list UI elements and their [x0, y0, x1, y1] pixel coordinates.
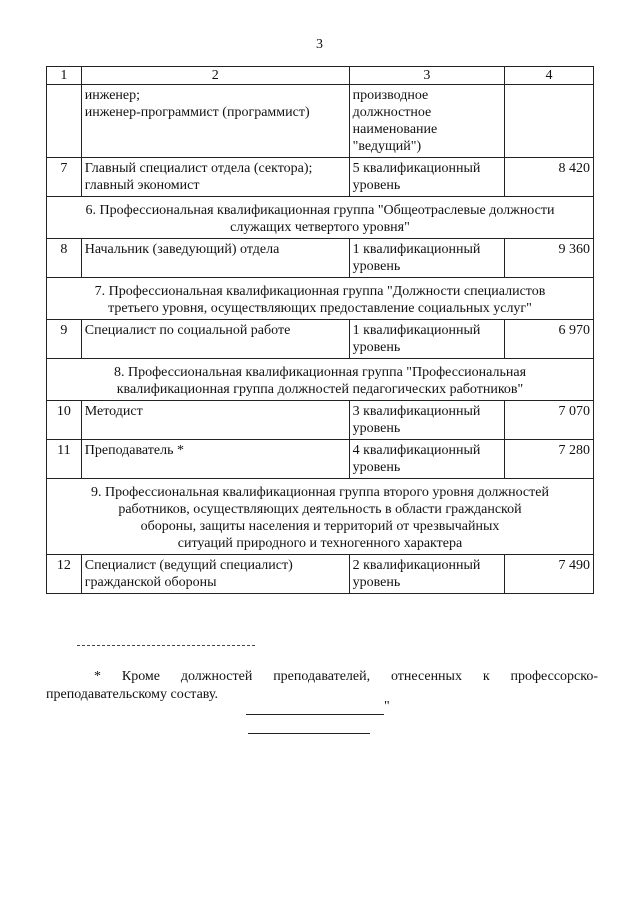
- table-row-11: [47, 440, 594, 479]
- amount-cell: 7 070: [505, 401, 594, 440]
- group-9-heading-row: [47, 479, 594, 555]
- level-text: 3 квалификационный уровень: [352, 404, 481, 436]
- row-number: 11: [47, 440, 82, 479]
- amount-cell: 9 360: [505, 239, 594, 278]
- position-text: инженер; инженер-программист (программист): [84, 88, 310, 120]
- footnote-separator: [77, 645, 255, 646]
- table-row-continued: [47, 85, 594, 158]
- table-row-10: [47, 401, 594, 440]
- group-heading: [47, 278, 594, 320]
- position-text: Специалист по социальной работе: [84, 323, 291, 338]
- level-text: производное должностное наименование "ведущий"): [352, 88, 438, 154]
- position-cell: [81, 239, 349, 278]
- position-text: Преподаватель *: [84, 443, 184, 458]
- level-cell: [349, 555, 504, 594]
- closing-line: [246, 714, 384, 715]
- page-number: 3: [316, 37, 323, 52]
- position-cell: [81, 320, 349, 359]
- position-text: Методист: [84, 404, 143, 419]
- group-heading-text: 8. Профессиональная квалификационная группа "Профессиональная квалификационная группа должностей педагогических работников": [113, 365, 527, 397]
- amount-cell: 8 420: [505, 158, 594, 197]
- row-number: 7: [47, 158, 82, 197]
- position-cell: [81, 555, 349, 594]
- level-text: 4 квалификационный уровень: [352, 443, 481, 475]
- amount-cell: 7 280: [505, 440, 594, 479]
- group-heading-text: 9. Профессиональная квалификационная группа второго уровня должностей работников, осуществляющих деятельность в области гражданской обороны, защиты населения и территорий от чрезвычайных ситуаций природного и техногенного характера: [91, 485, 549, 551]
- group-6-heading-row: [47, 197, 594, 239]
- position-text: Специалист (ведущий специалист) гражданской обороны: [84, 558, 293, 590]
- amount-cell: 6 970: [505, 320, 594, 359]
- position-cell: [81, 85, 349, 158]
- level-cell: [349, 440, 504, 479]
- group-7-heading-row: [47, 278, 594, 320]
- table-row-8: [47, 239, 594, 278]
- header-cell-1: 1: [47, 67, 82, 85]
- group-heading: [47, 479, 594, 555]
- level-cell: [349, 320, 504, 359]
- row-number: 10: [47, 401, 82, 440]
- group-heading: [47, 197, 594, 239]
- row-number: 9: [47, 320, 82, 359]
- footnote: * Кроме должностей преподавателей, отнесенных к профессорско-преподавательскому составу.: [46, 669, 598, 702]
- table-row-9: [47, 320, 594, 359]
- level-text: 1 квалификационный уровень: [352, 323, 481, 355]
- row-number: 12: [47, 555, 82, 594]
- amount-cell: 7 490: [505, 555, 594, 594]
- header-cell-3: 3: [349, 67, 504, 85]
- header-cell-2: 2: [81, 67, 349, 85]
- position-cell: [81, 440, 349, 479]
- level-cell: [349, 401, 504, 440]
- amount-cell: [505, 85, 594, 158]
- position-cell: [81, 401, 349, 440]
- table-row-12: [47, 555, 594, 594]
- level-cell: [349, 239, 504, 278]
- qualification-table: [46, 66, 594, 594]
- level-text: 5 квалификационный уровень: [352, 161, 481, 193]
- position-cell: [81, 158, 349, 197]
- header-cell-4: 4: [505, 67, 594, 85]
- row-number: 8: [47, 239, 82, 278]
- table-header-row: [47, 67, 594, 85]
- group-heading-text: 7. Профессиональная квалификационная группа "Должности специалистов третьего уровня, осуществляющих предоставление социальных услуг": [94, 284, 546, 316]
- group-heading: [47, 359, 594, 401]
- table-row-7: [47, 158, 594, 197]
- closing-quote-mark: ": [384, 699, 390, 714]
- group-8-heading-row: [47, 359, 594, 401]
- position-text: Начальник (заведующий) отдела: [84, 242, 280, 257]
- level-text: 2 квалификационный уровень: [352, 558, 481, 590]
- position-text: Главный специалист отдела (сектора); главный экономист: [84, 161, 313, 193]
- group-heading-text: 6. Профессиональная квалификационная группа "Общеотраслевые должности служащих четвертого уровня": [85, 203, 555, 235]
- level-cell: [349, 158, 504, 197]
- level-cell: [349, 85, 504, 158]
- closing-line-short: [248, 733, 370, 734]
- row-number: [47, 85, 82, 158]
- level-text: 1 квалификационный уровень: [352, 242, 481, 274]
